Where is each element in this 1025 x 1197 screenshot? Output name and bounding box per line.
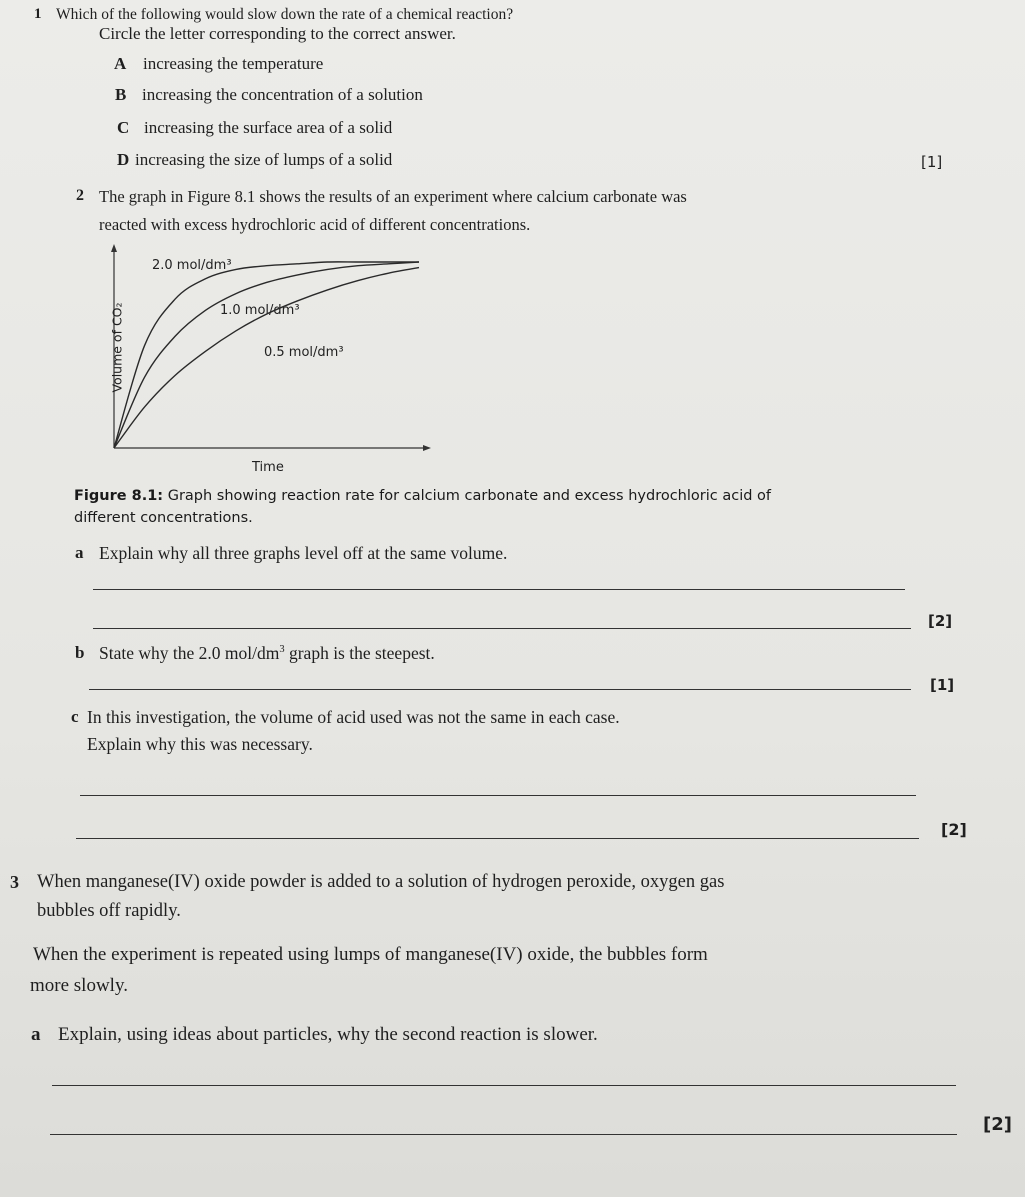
q3-stem2-line1: When the experiment is repeated using lumps of manganese(IV) oxide, the bubbles form: [33, 944, 708, 965]
q2-stem-line2: reacted with excess hydrochloric acid of different concentrations.: [99, 215, 531, 234]
q3-stem-line1: When manganese(IV) oxide powder is added to a solution of hydrogen peroxide, oxygen gas: [37, 872, 725, 892]
q1-option-d-text: increasing the size of lumps of a solid: [135, 150, 393, 169]
q1-option-b-letter[interactable]: B: [115, 85, 127, 104]
q2b-letter: b: [75, 643, 85, 662]
q2c-letter: c: [71, 707, 79, 726]
chart-series-label-2: 1.0 mol/dm³: [220, 303, 300, 318]
q1-stem: Which of the following would slow down the rate of a chemical reaction?: [56, 6, 514, 23]
q2a-letter: a: [75, 543, 84, 562]
chart-x-axis-arrow: [423, 445, 431, 451]
q1-option-a-letter[interactable]: A: [114, 54, 127, 73]
q3a-letter: a: [31, 1024, 41, 1045]
chart-x-axis-label: Time: [252, 460, 284, 475]
chart-series-label-1: 2.0 mol/dm³: [152, 258, 232, 273]
q3a-answer-line-2[interactable]: [50, 1134, 957, 1135]
figure-caption-line2: different concentrations.: [74, 510, 253, 526]
q2b-answer-line[interactable]: [89, 689, 911, 690]
q3a-text: Explain, using ideas about particles, why the second reaction is slower.: [58, 1024, 598, 1045]
chart-series-label-3: 0.5 mol/dm³: [264, 345, 344, 360]
q1-instruction: Circle the letter corresponding to the correct answer.: [99, 24, 456, 43]
q2b-marks: [1]: [930, 676, 955, 694]
q1-option-a-text: increasing the temperature: [143, 54, 324, 73]
q2c-text-line2: Explain why this was necessary.: [87, 734, 313, 754]
q2b-text-sup: 3: [279, 644, 285, 656]
q2c-answer-line-1[interactable]: [80, 795, 916, 796]
q2b-text-after: graph is the steepest.: [284, 643, 435, 663]
chart-y-axis-label: Volume of CO₂: [109, 302, 125, 393]
q2b-text: [99, 643, 435, 664]
q2-number: 2: [76, 187, 84, 204]
q3a-answer-line-1[interactable]: [52, 1085, 956, 1086]
q2a-answer-line-1[interactable]: [93, 589, 905, 590]
figure-caption-text: Graph showing reaction rate for calcium carbonate and excess hydrochloric acid of: [163, 488, 772, 504]
q3-stem-line2: bubbles off rapidly.: [37, 901, 181, 921]
q2c-text-line1: In this investigation, the volume of acid used was not the same in each case.: [87, 707, 620, 727]
figure-caption-label: Figure 8.1:: [74, 488, 164, 504]
figure-8-1-chart: [80, 240, 450, 485]
q1-option-b-text: increasing the concentration of a solution: [142, 85, 423, 104]
q1-option-c-text: increasing the surface area of a solid: [144, 118, 393, 137]
q2a-answer-line-2[interactable]: [93, 628, 911, 629]
q2a-marks: [2]: [928, 612, 953, 630]
q1-marks: [1]: [921, 153, 943, 171]
q3-stem2-line2: more slowly.: [30, 975, 128, 996]
chart-y-axis-arrow: [111, 244, 117, 252]
q2c-marks: [2]: [941, 820, 967, 839]
q3a-marks: [2]: [983, 1114, 1012, 1135]
q2a-text: Explain why all three graphs level off at the same volume.: [99, 543, 508, 563]
q2b-text-before: State why the 2.0 mol/dm: [99, 643, 280, 663]
q1-number: 1: [34, 6, 42, 22]
figure-caption: [74, 488, 771, 504]
q1-option-c-letter[interactable]: C: [117, 118, 130, 137]
q1-option-d-letter[interactable]: D: [117, 150, 130, 169]
q2c-answer-line-2[interactable]: [76, 838, 919, 839]
q3-number: 3: [10, 872, 19, 892]
q2-stem-line1: The graph in Figure 8.1 shows the results of an experiment where calcium carbonate was: [99, 187, 687, 206]
